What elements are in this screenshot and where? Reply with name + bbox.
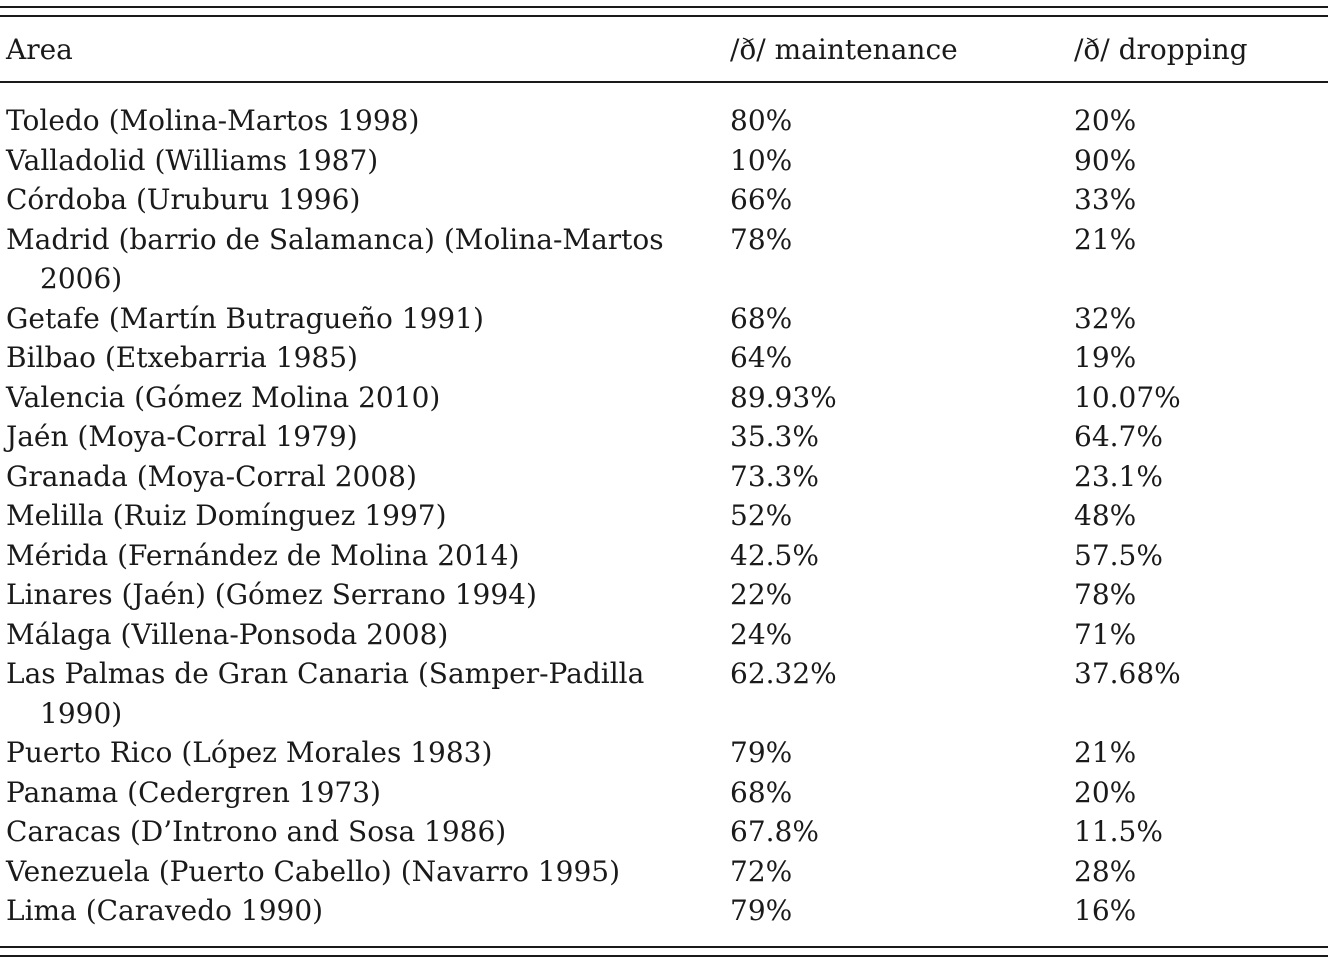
maintenance-cell: 68% [730, 775, 793, 809]
table-row [6, 852, 1328, 892]
maintenance-cell: 67.8% [730, 815, 819, 848]
header-maintenance: /ð/ maintenance [730, 33, 958, 66]
area-cell: Lima (Caravedo 1990) [6, 894, 324, 927]
area-cell: Puerto Rico (López Morales 1983) [6, 736, 493, 769]
table-row [6, 417, 1328, 457]
table-row [6, 891, 1328, 931]
maintenance-cell: 10% [730, 143, 793, 177]
area-cell: Córdoba (Uruburu 1996) [6, 183, 361, 216]
header-area: Area [6, 33, 73, 66]
maintenance-cell: 79% [730, 736, 793, 769]
table-row [6, 141, 1328, 181]
area-cell: Valladolid (Williams 1987) [6, 143, 379, 177]
area-cell: Caracas (D’Introno and Sosa 1986) [6, 815, 507, 848]
area-cell: Mérida (Fernández de Molina 2014) [6, 538, 520, 572]
dropping-cell: 90% [1074, 143, 1137, 177]
header-rule [0, 81, 1328, 83]
maintenance-cell: 89.93% [730, 380, 837, 414]
area-cell: Melilla (Ruiz Domínguez 1997) [6, 499, 447, 532]
maintenance-cell: 42.5% [730, 538, 819, 572]
table-row [6, 101, 1328, 141]
maintenance-cell: 22% [730, 578, 793, 611]
table-body [6, 101, 1328, 931]
dropping-cell: 28% [1074, 854, 1137, 888]
bottom-rule-outer [0, 955, 1328, 957]
table-row [6, 575, 1328, 615]
area-cell: Toledo (Molina-Martos 1998) [6, 104, 420, 137]
maintenance-cell: 64% [730, 341, 793, 374]
dropping-cell: 64.7% [1074, 420, 1163, 453]
area-cell: Panama (Cedergren 1973) [6, 775, 381, 809]
maintenance-cell: 72% [730, 854, 793, 888]
area-cell: Jaén (Moya-Corral 1979) [6, 420, 358, 453]
maintenance-cell: 78% [730, 222, 793, 256]
area-cell: Las Palmas de Gran Canaria (Samper-Padilla 1990) [6, 657, 645, 730]
area-cell: Getafe (Martín Butragueño 1991) [6, 301, 484, 335]
maintenance-cell: 79% [730, 894, 793, 927]
dropping-cell: 78% [1074, 578, 1137, 611]
table-row [6, 654, 1328, 733]
dropping-cell: 10.07% [1074, 380, 1181, 414]
area-cell: Granada (Moya-Corral 2008) [6, 459, 417, 493]
table-row [6, 338, 1328, 378]
dropping-cell: 16% [1074, 894, 1137, 927]
dropping-cell: 48% [1074, 499, 1137, 532]
table-row [6, 733, 1328, 773]
maintenance-cell: 66% [730, 183, 793, 216]
table-row [6, 180, 1328, 220]
area-cell: Valencia (Gómez Molina 2010) [6, 380, 441, 414]
table-row [6, 496, 1328, 536]
maintenance-cell: 35.3% [730, 420, 819, 453]
dropping-cell: 20% [1074, 775, 1137, 809]
table-row [6, 299, 1328, 339]
dropping-cell: 33% [1074, 183, 1137, 216]
area-cell: Bilbao (Etxebarria 1985) [6, 341, 358, 374]
area-cell: Venezuela (Puerto Cabello) (Navarro 1995) [6, 854, 621, 888]
table-row [6, 378, 1328, 418]
dropping-cell: 32% [1074, 301, 1137, 335]
area-cell: Linares (Jaén) (Gómez Serrano 1994) [6, 578, 537, 611]
top-rule-outer [0, 6, 1328, 8]
dropping-cell: 20% [1074, 104, 1137, 137]
dropping-cell: 21% [1074, 222, 1137, 256]
maintenance-cell: 73.3% [730, 459, 819, 493]
area-cell: Madrid (barrio de Salamanca) (Molina-Martos 2006) [6, 222, 664, 295]
table-header [6, 30, 1328, 70]
table-row [6, 812, 1328, 852]
dropping-cell: 19% [1074, 341, 1137, 374]
top-rule-inner [0, 15, 1328, 17]
table-row [6, 457, 1328, 497]
maintenance-cell: 68% [730, 301, 793, 335]
table-row [6, 773, 1328, 813]
header-dropping: /ð/ dropping [1074, 33, 1248, 66]
area-cell: Málaga (Villena-Ponsoda 2008) [6, 617, 449, 651]
maintenance-cell: 80% [730, 104, 793, 137]
table-row [6, 615, 1328, 655]
maintenance-cell: 62.32% [730, 657, 837, 690]
dropping-cell: 23.1% [1074, 459, 1163, 493]
dropping-cell: 37.68% [1074, 657, 1181, 690]
maintenance-cell: 52% [730, 499, 793, 532]
table-row [6, 536, 1328, 576]
maintenance-cell: 24% [730, 617, 793, 651]
dropping-cell: 11.5% [1074, 815, 1163, 848]
dropping-cell: 71% [1074, 617, 1137, 651]
bottom-rule-inner [0, 946, 1328, 948]
dropping-cell: 57.5% [1074, 538, 1163, 572]
dropping-cell: 21% [1074, 736, 1137, 769]
table-row [6, 220, 1328, 299]
